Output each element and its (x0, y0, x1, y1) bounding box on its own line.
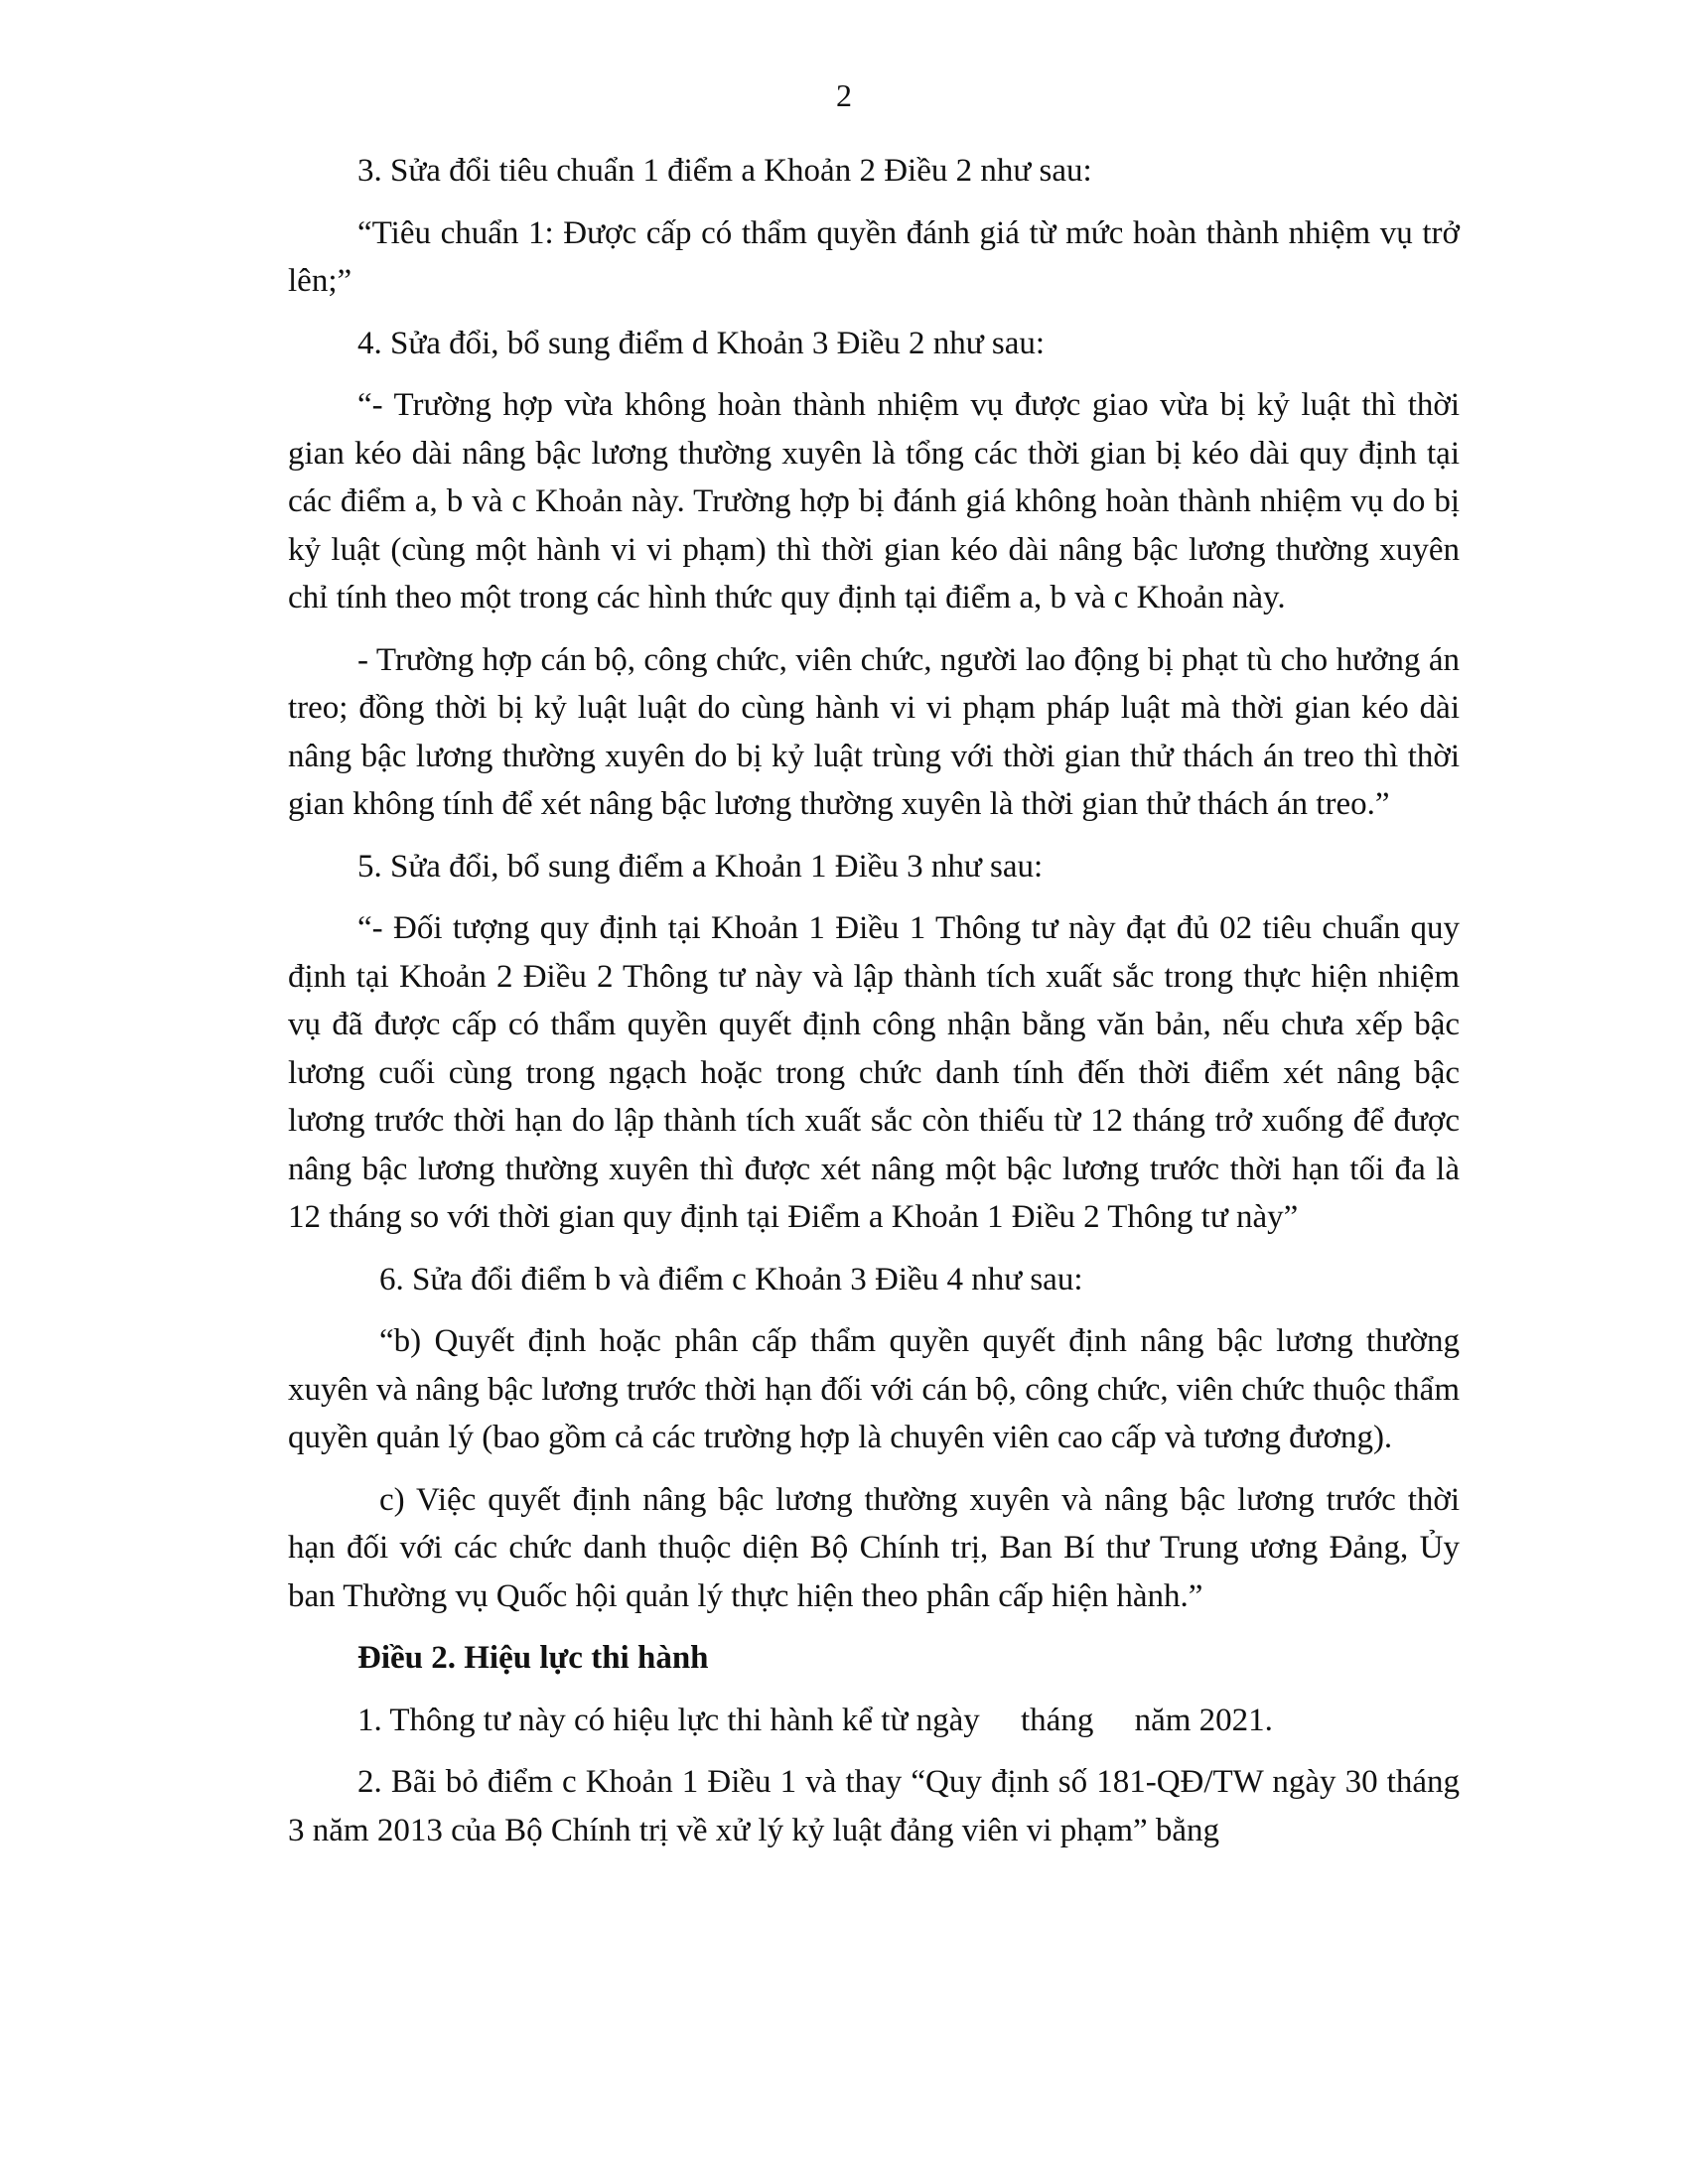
amendment-6-heading: 6. Sửa đổi điểm b và điểm c Khoản 3 Điều 4 như sau: (379, 1261, 1083, 1297)
amendment-3-heading: 3. Sửa đổi tiêu chuẩn 1 điểm a Khoản 2 Điều 2 như sau: (357, 153, 1092, 189)
amendment-4-text-1: “- Trường hợp vừa không hoàn thành nhiệm vụ được giao vừa bị kỷ luật thì thời gian kéo dài nâng bậc lương thường xuyên là tổng các thời gian bị kéo dài quy định tại các điểm a, b và c Khoản này. Trường hợp bị đánh giá không hoàn thành nhiệm vụ do bị kỷ luật (cùng một hành vi vi phạm) thì thời gian kéo dài nâng bậc lương thường xuyên chỉ tính theo một trong các hình thức quy định tại điểm a, b và c Khoản này. (288, 387, 1460, 615)
article-2-clause-2: 2. Bãi bỏ điểm c Khoản 1 Điều 1 và thay “Quy định số 181-QĐ/TW ngày 30 tháng 3 năm 2013 của Bộ Chính trị về xử lý kỷ luật đảng viên vi phạm” bằng (288, 1764, 1460, 1848)
amendment-5-heading: 5. Sửa đổi, bổ sung điểm a Khoản 1 Điều 3 như sau: (357, 848, 1044, 885)
amendment-4-text-2: - Trường hợp cán bộ, công chức, viên chức, người lao động bị phạt tù cho hưởng án treo; đồng thời bị kỷ luật luật do cùng hành vi vi phạm pháp luật mà thời gian kéo dài nâng bậc lương thường xuyên do bị kỷ luật trùng với thời gian thử thách án treo thì thời gian không tính để xét nâng bậc lương thường xuyên là thời gian thử thách án treo.” (288, 641, 1460, 822)
amendment-3-text: “Tiêu chuẩn 1: Được cấp có thẩm quyền đánh giá từ mức hoàn thành nhiệm vụ trở lên;” (288, 214, 1460, 299)
article-2-heading: Điều 2. Hiệu lực thi hành (357, 1640, 709, 1676)
document-body (288, 147, 1460, 1868)
page-number: 2 (836, 77, 852, 113)
article-2-clause-1: 1. Thông tư này có hiệu lực thi hành kể từ ngày tháng năm 2021. (357, 1702, 1273, 1738)
amendment-5-text: “- Đối tượng quy định tại Khoản 1 Điều 1 Thông tư này đạt đủ 02 tiêu chuẩn quy định tại Khoản 2 Điều 2 Thông tư này và lập thành tích xuất sắc trong thực hiện nhiệm vụ đã được cấp có thẩm quyền quyết định công nhận bằng văn bản, nếu chưa xếp bậc lương cuối cùng trong ngạch hoặc trong chức danh tính đến thời điểm xét nâng bậc lương trước thời hạn do lập thành tích xuất sắc còn thiếu từ 12 tháng trở xuống để được nâng bậc lương thường xuyên thì được xét nâng một bậc lương trước thời hạn tối đa là 12 tháng so với thời gian quy định tại Điểm a Khoản 1 Điều 2 Thông tư này” (288, 910, 1460, 1235)
amendment-6-point-b: “b) Quyết định hoặc phân cấp thẩm quyền quyết định nâng bậc lương thường xuyên và nâng bậc lương trước thời hạn đối với cán bộ, công chức, viên chức thuộc thẩm quyền quản lý (bao gồm cả các trường hợp là chuyên viên cao cấp và tương đương). (288, 1323, 1460, 1455)
amendment-6-point-c: c) Việc quyết định nâng bậc lương thường xuyên và nâng bậc lương trước thời hạn đối với các chức danh thuộc diện Bộ Chính trị, Ban Bí thư Trung ương Đảng, Ủy ban Thường vụ Quốc hội quản lý thực hiện theo phân cấp hiện hành.” (288, 1481, 1460, 1614)
amendment-4-heading: 4. Sửa đổi, bổ sung điểm d Khoản 3 Điều 2 như sau: (357, 325, 1046, 361)
